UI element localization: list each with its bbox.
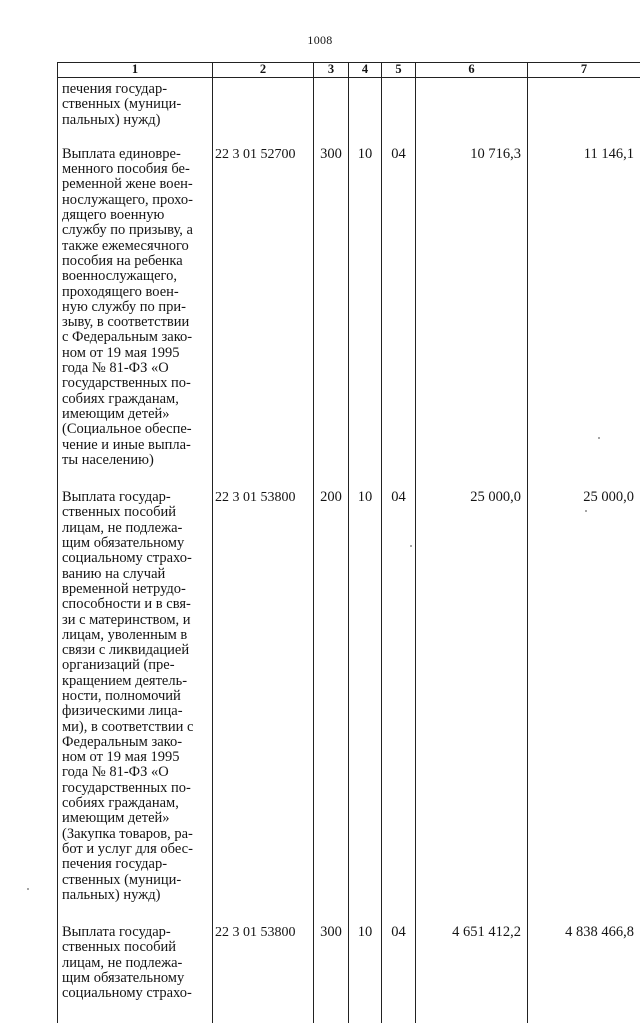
name-line: ты населению) [62, 453, 200, 468]
cell-section: 10 [349, 489, 382, 924]
name-line: имеющим детей» [62, 811, 200, 826]
cell-amount-year-1: 10 716,3 [416, 146, 528, 489]
cell-expense-name [58, 489, 213, 924]
table-row [58, 489, 640, 924]
name-line: щим обязательному [62, 971, 200, 986]
table-header-row [58, 63, 640, 78]
scan-speck [598, 437, 600, 439]
name-line: нослужащего, прохо- [62, 193, 200, 208]
name-line: ном от 19 мая 1995 [62, 750, 200, 765]
name-line: имеющим детей» [62, 407, 200, 422]
cell-amount-year-2: 11 146,1 [528, 146, 640, 489]
cell-section [349, 78, 382, 146]
name-line: пособия на ребенка [62, 254, 200, 269]
name-line: лицам, уволенным в [62, 628, 200, 643]
name-line: печения государ- [62, 857, 200, 872]
scan-speck [410, 545, 412, 547]
name-line: зыву, в соответствии [62, 315, 200, 330]
scan-speck [585, 510, 587, 512]
cell-subsection: 04 [382, 924, 416, 1022]
name-line: года № 81-ФЗ «О [62, 361, 200, 376]
name-line: военнослужащего, [62, 269, 200, 284]
name-line: ности, полномочий [62, 689, 200, 704]
name-line: печения государ- [62, 82, 200, 97]
cell-amount-year-2: 4 838 466,8 [528, 924, 640, 1022]
scan-speck [27, 888, 29, 890]
cell-amount-year-1: 25 000,0 [416, 489, 528, 924]
cell-amount-year-2: 25 000,0 [528, 489, 640, 924]
column-header: 7 [528, 63, 640, 78]
column-header: 2 [213, 63, 314, 78]
budget-table [57, 62, 640, 1023]
name-line: государственных по- [62, 781, 200, 796]
name-line: зи с материнством, и [62, 613, 200, 628]
name-line: способности и в свя- [62, 597, 200, 612]
cell-section: 10 [349, 924, 382, 1022]
name-line: ременной жене воен- [62, 177, 200, 192]
name-line: ную службу по при- [62, 300, 200, 315]
name-line: пальных) нужд) [62, 888, 200, 903]
name-line: лицам, не подлежа- [62, 521, 200, 536]
column-header: 1 [58, 63, 213, 78]
cell-expense-name [58, 146, 213, 489]
name-line: ном от 19 мая 1995 [62, 346, 200, 361]
cell-amount-year-1 [416, 78, 528, 146]
name-line: ванию на случай [62, 567, 200, 582]
name-line: ственных пособий [62, 940, 200, 955]
table-row [58, 146, 640, 489]
table-row [58, 78, 640, 146]
name-line: менного пособия бе- [62, 162, 200, 177]
name-line: службу по призыву, а [62, 223, 200, 238]
column-header: 5 [382, 63, 416, 78]
cell-expense-type: 300 [314, 924, 349, 1022]
name-line: кращением деятель- [62, 674, 200, 689]
name-line: бот и услуг для обес- [62, 842, 200, 857]
column-header: 6 [416, 63, 528, 78]
name-line: государственных по- [62, 376, 200, 391]
name-line: дящего военную [62, 208, 200, 223]
cell-subsection [382, 78, 416, 146]
name-line: (Закупка товаров, ра- [62, 827, 200, 842]
name-line: ственных (муници- [62, 873, 200, 888]
cell-section: 10 [349, 146, 382, 489]
cell-expense-type [314, 78, 349, 146]
name-line: связи с ликвидацией [62, 643, 200, 658]
name-line: физическими лица- [62, 704, 200, 719]
name-line: организаций (пре- [62, 658, 200, 673]
column-header: 3 [314, 63, 349, 78]
table-row [58, 924, 640, 1022]
name-line: щим обязательному [62, 536, 200, 551]
name-line: Федеральным зако- [62, 735, 200, 750]
name-line: также ежемесячного [62, 239, 200, 254]
name-line: собиях гражданам, [62, 392, 200, 407]
name-line: (Социальное обеспе- [62, 422, 200, 437]
page-number: 1008 [0, 33, 640, 48]
cell-target-article: 22 3 01 53800 [213, 489, 314, 924]
name-line: года № 81-ФЗ «О [62, 765, 200, 780]
name-line: Выплата государ- [62, 925, 200, 940]
cell-target-article [213, 78, 314, 146]
name-line: Выплата единовре- [62, 147, 200, 162]
name-line: ми), в соответствии с [62, 720, 200, 735]
name-line: временной нетрудо- [62, 582, 200, 597]
cell-subsection: 04 [382, 146, 416, 489]
name-line: собиях гражданам, [62, 796, 200, 811]
cell-expense-type: 300 [314, 146, 349, 489]
cell-expense-type: 200 [314, 489, 349, 924]
cell-expense-name [58, 924, 213, 1022]
name-line: лицам, не подлежа- [62, 956, 200, 971]
cell-target-article: 22 3 01 52700 [213, 146, 314, 489]
name-line: социальному страхо- [62, 551, 200, 566]
cell-expense-name [58, 78, 213, 146]
name-line: пальных) нужд) [62, 113, 200, 128]
column-header: 4 [349, 63, 382, 78]
name-line: социальному страхо- [62, 986, 200, 1001]
name-line: ственных пособий [62, 505, 200, 520]
name-line: с Федеральным зако- [62, 330, 200, 345]
cell-subsection: 04 [382, 489, 416, 924]
cell-amount-year-2 [528, 78, 640, 146]
cell-target-article: 22 3 01 53800 [213, 924, 314, 1022]
name-line: Выплата государ- [62, 490, 200, 505]
cell-amount-year-1: 4 651 412,2 [416, 924, 528, 1022]
name-line: чение и иные выпла- [62, 438, 200, 453]
name-line: проходящего воен- [62, 285, 200, 300]
name-line: ственных (муници- [62, 97, 200, 112]
